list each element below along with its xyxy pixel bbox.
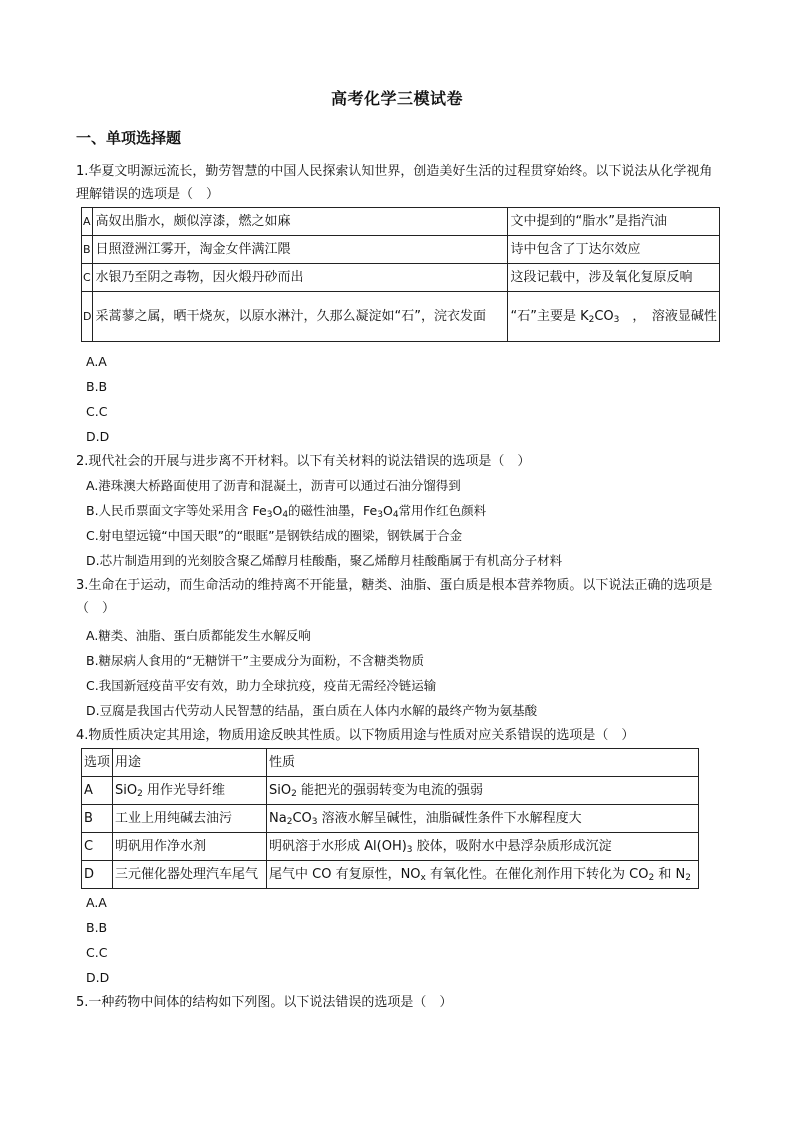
row-note: “石”主要是 $K_2CO_3$ ， 溶液显碱性 <box>508 292 720 342</box>
answer-option-c[interactable]: C.射电望远镜“中国天眼”的“眼眶”是钢铁结成的圈梁，钢铁属于合金 <box>86 528 463 543</box>
row-key: A <box>82 777 113 805</box>
question-1-table <box>81 207 720 342</box>
row-use: 工业上用纯碱去油污 <box>113 805 267 833</box>
answer-option-b[interactable]: B.人民币票面文字等处采用含 $Fe_3O_4$的磁性油墨，$Fe_3O_4$常用作红色颜料 <box>86 503 487 520</box>
row-key: B <box>82 236 93 264</box>
answer-option-a[interactable]: A.港珠澳大桥路面使用了沥青和混凝土，沥青可以通过石油分馏得到 <box>86 478 461 493</box>
question-4-stem: 4.物质性质决定其用途，物质用途反映其性质。以下物质用途与性质对应关系错误的选项是（ ） <box>76 728 635 743</box>
row-text: 水银乃至阴之毒物，因火煅丹砂而出 <box>93 264 508 292</box>
header-property: 性质 <box>267 749 699 777</box>
row-note: 诗中包含了丁达尔效应 <box>508 236 720 264</box>
table-header-row <box>82 749 699 777</box>
row-key: C <box>82 264 93 292</box>
answer-option-c[interactable]: C.我国新冠疫苗平安有效，助力全球抗疫，疫苗无需经冷链运输 <box>86 678 437 693</box>
row-key: C <box>82 833 113 861</box>
answer-option-d[interactable]: D.芯片制造用到的光刻胶含聚乙烯醇月桂酸酯，聚乙烯醇月桂酸酯属于有机高分子材料 <box>86 553 563 568</box>
row-text: 日照澄洲江雾开，淘金女伴满江隈 <box>93 236 508 264</box>
question-5-stem: 5.一种药物中间体的结构如下列图。以下说法错误的选项是（ ） <box>76 995 453 1010</box>
answer-option-b[interactable]: B.B <box>86 379 108 394</box>
header-use: 用途 <box>113 749 267 777</box>
question-3-stem: 3.生命在于运动，而生命活动的维持离不开能量，糖类、油脂、蛋白质是根本营养物质。以下说法正确的选项是（ ） <box>76 578 713 616</box>
table-row <box>82 208 720 236</box>
row-text: 采蒿蓼之属，晒干烧灰，以原水淋汁，久那么凝淀如“石”，浣衣发面 <box>93 292 508 342</box>
row-note: 这段记载中，涉及氧化复原反响 <box>508 264 720 292</box>
answer-option-a[interactable]: A.A <box>86 895 107 910</box>
table-row <box>82 861 699 889</box>
question-4-table <box>81 748 699 889</box>
header-option: 选项 <box>82 749 113 777</box>
answer-option-b[interactable]: B.糖尿病人食用的“无糖饼干”主要成分为面粉，不含糖类物质 <box>86 653 425 668</box>
question-2-stem: 2.现代社会的开展与进步离不开材料。以下有关材料的说法错误的选项是（ ） <box>76 454 531 469</box>
row-key: B <box>82 805 113 833</box>
row-property: 明矾溶于水形成 $Al(OH)_3$ 胶体，吸附水中悬浮杂质形成沉淀 <box>267 833 699 861</box>
table-row <box>82 805 699 833</box>
table-row <box>82 236 720 264</box>
page-title: 高考化学三模试卷 <box>330 89 463 108</box>
row-note: 文中提到的“脂水”是指汽油 <box>508 208 720 236</box>
answer-option-d[interactable]: D.D <box>86 429 110 444</box>
row-text: 高奴出脂水，颇似淳漆，燃之如麻 <box>93 208 508 236</box>
question-1-stem: 1.华夏文明源远流长，勤劳智慧的中国人民探索认知世界，创造美好生活的过程贯穿始终。以下说法从化学视角理解错误的选项是（ ） <box>76 164 713 202</box>
row-use: 明矾用作净水剂 <box>113 833 267 861</box>
section-heading: 一、单项选择题 <box>76 129 182 147</box>
row-property: SiO$_2$ 能把光的强弱转变为电流的强弱 <box>267 777 699 805</box>
table-row <box>82 264 720 292</box>
answer-option-d[interactable]: D.D <box>86 970 110 985</box>
table-row <box>82 777 699 805</box>
row-key: A <box>82 208 93 236</box>
table-row <box>82 833 699 861</box>
row-property: 尾气中 CO 有复原性，$NO_x$ 有氧化性。在催化剂作用下转化为 $CO_2$ 和 $N_2$ <box>267 861 699 889</box>
row-property: $Na_2CO_3$ 溶液水解呈碱性，油脂碱性条件下水解程度大 <box>267 805 699 833</box>
answer-option-d[interactable]: D.豆腐是我国古代劳动人民智慧的结晶，蛋白质在人体内水解的最终产物为氨基酸 <box>86 703 538 718</box>
answer-option-c[interactable]: C.C <box>86 945 108 960</box>
row-key: D <box>82 861 113 889</box>
row-use: SiO$_2$ 用作光导纤维 <box>113 777 267 805</box>
answer-option-a[interactable]: A.糖类、油脂、蛋白质都能发生水解反响 <box>86 628 311 643</box>
answer-option-a[interactable]: A.A <box>86 354 107 369</box>
answer-option-c[interactable]: C.C <box>86 404 108 419</box>
answer-option-b[interactable]: B.B <box>86 920 108 935</box>
table-row <box>82 292 720 342</box>
row-key: D <box>82 292 93 342</box>
row-use: 三元催化器处理汽车尾气 <box>113 861 267 889</box>
